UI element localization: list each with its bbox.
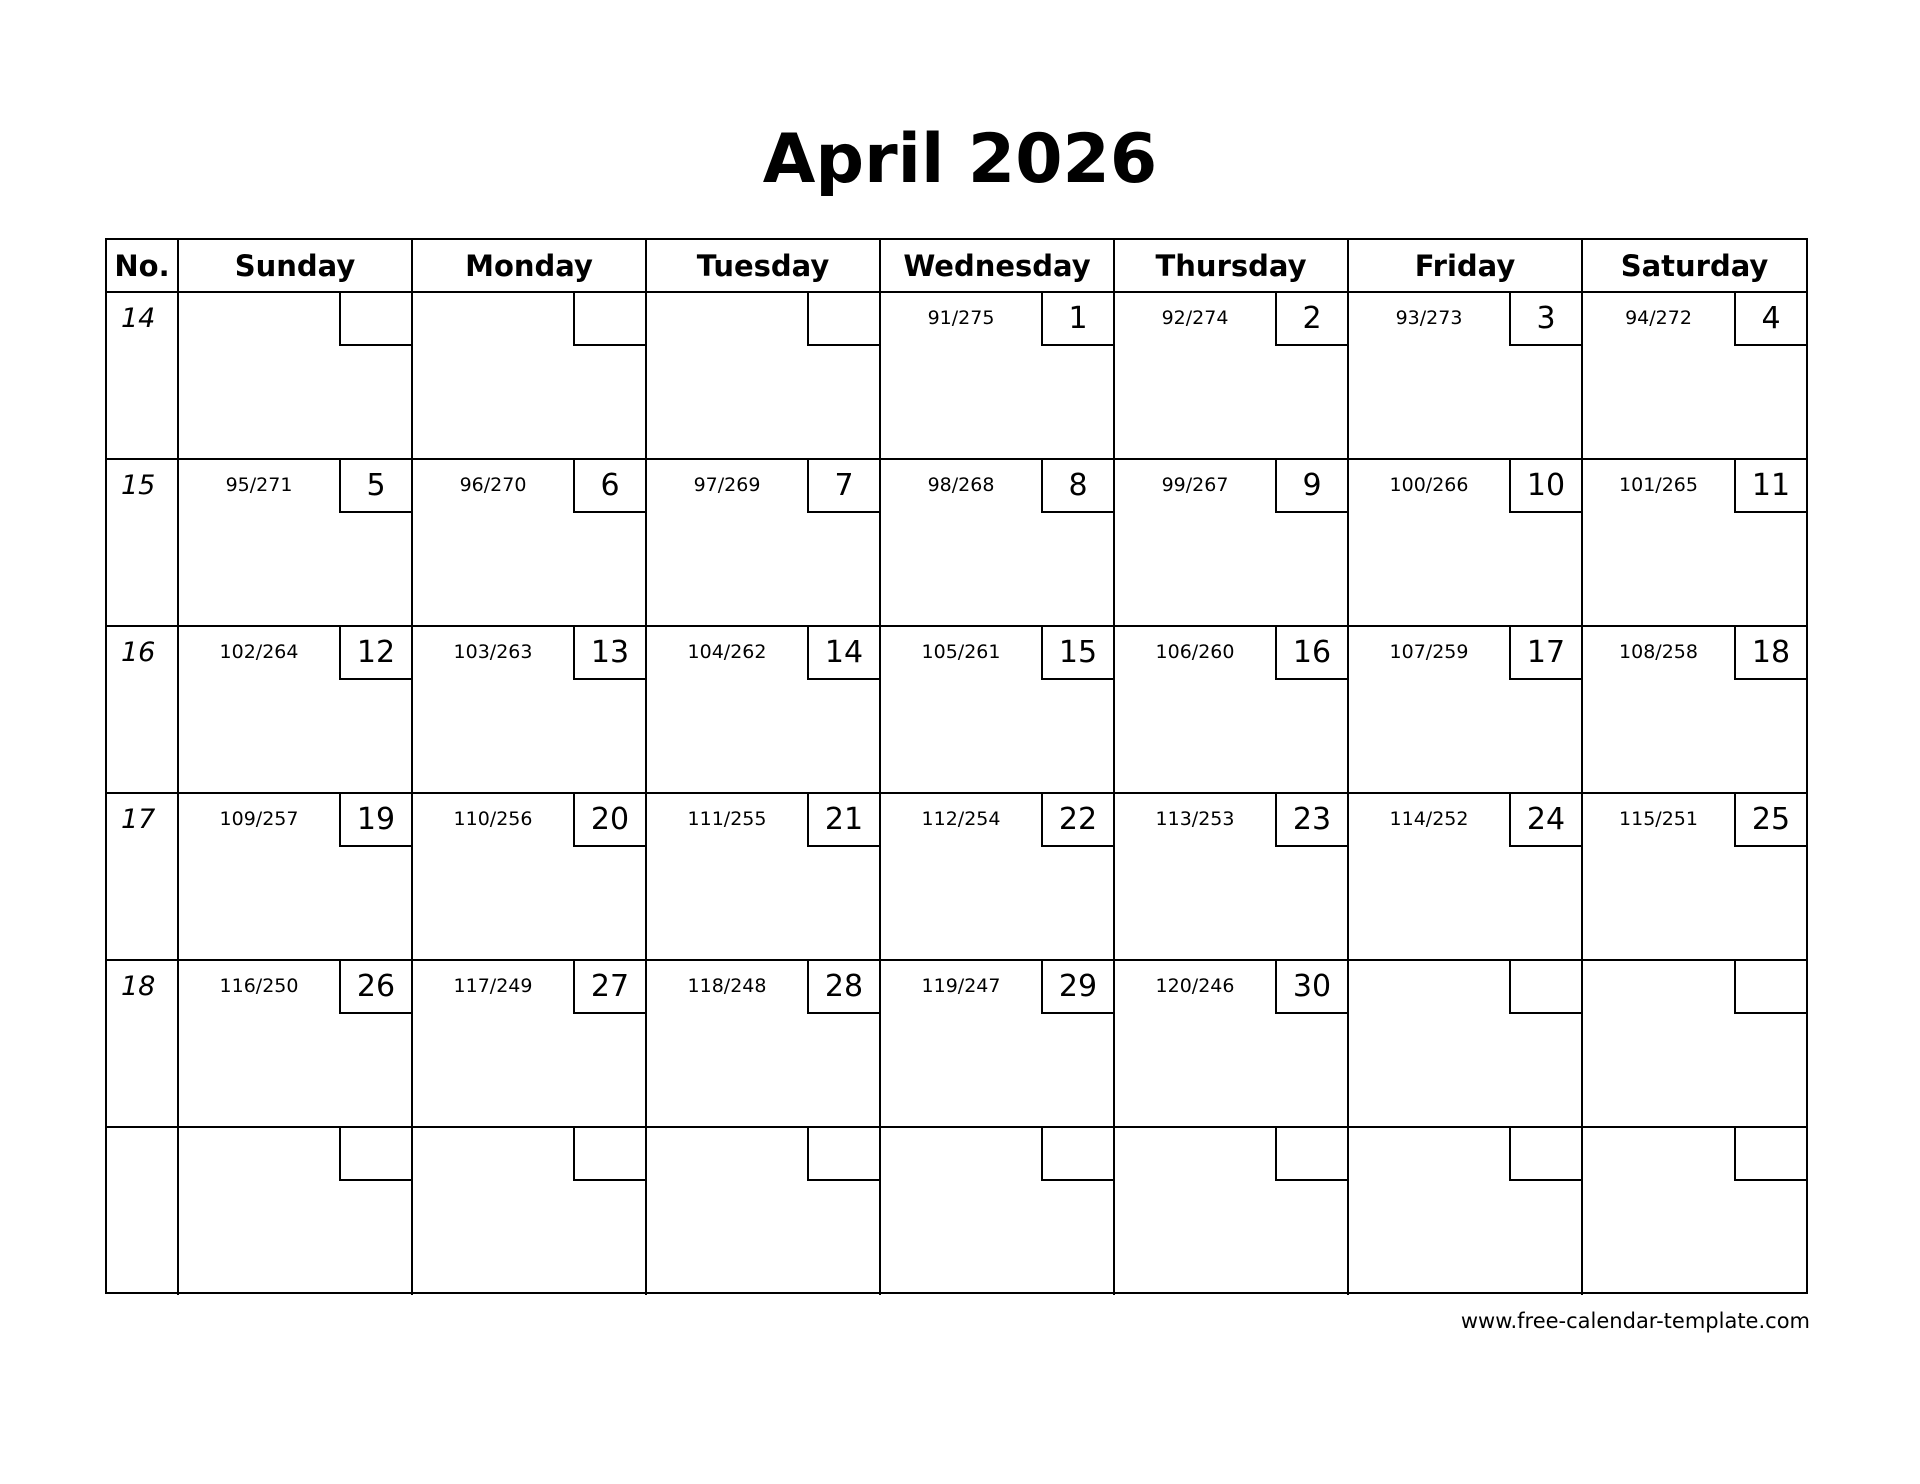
day-of-year-label: 116/250 [219,975,299,997]
date-number-box: 18 [1734,627,1806,680]
day-cell-monday [413,460,647,625]
week-number-cell [107,794,179,959]
day-of-year-label: 95/271 [225,474,293,496]
day-cell-monday [413,961,647,1126]
day-cell-friday [1349,1128,1583,1295]
day-cell-wednesday [881,794,1115,959]
day-of-year-label: 102/264 [219,641,299,663]
day-of-year-label: 118/248 [687,975,767,997]
day-cell-thursday [1115,460,1349,625]
day-cell-saturday [1583,1128,1806,1295]
date-number-box [1041,1128,1113,1181]
date-number-box: 17 [1509,627,1581,680]
header-saturday: Saturday [1620,249,1769,283]
header-thursday: Thursday [1115,240,1349,291]
date-number-box: 25 [1734,794,1806,847]
date-number-box: 24 [1509,794,1581,847]
day-cell-thursday [1115,293,1349,458]
day-cell-friday [1349,293,1583,458]
day-cell-tuesday [647,1128,881,1295]
date-number-box [339,293,411,346]
week-row [107,961,1806,1128]
day-cell-thursday [1115,794,1349,959]
calendar-grid [105,238,1808,1294]
week-row [107,460,1806,627]
day-of-year-label: 110/256 [453,808,533,830]
week-number-cell [107,293,179,458]
day-cell-sunday [179,627,413,792]
date-number-box: 20 [573,794,645,847]
day-cell-tuesday [647,961,881,1126]
day-of-year-label: 101/265 [1619,474,1698,496]
day-cell-saturday [1583,961,1806,1126]
date-number-box [573,293,645,346]
day-cell-sunday [179,961,413,1126]
day-cell-friday [1349,961,1583,1126]
day-cell-monday [413,627,647,792]
footer-url: www.free-calendar-template.com [1460,1309,1810,1333]
date-number-box: 29 [1041,961,1113,1014]
day-cell-saturday [1583,460,1806,625]
day-of-year-label: 96/270 [459,474,527,496]
day-cell-sunday [179,794,413,959]
day-cell-friday [1349,627,1583,792]
day-cell-wednesday [881,961,1115,1126]
day-cell-friday [1349,460,1583,625]
date-number-box: 4 [1734,293,1806,346]
date-number-box: 9 [1275,460,1347,513]
day-cell-wednesday [881,460,1115,625]
week-number: 18 [121,971,156,1002]
day-of-year-label: 93/273 [1395,307,1463,329]
date-number-box: 12 [339,627,411,680]
day-of-year-label: 105/261 [921,641,1001,663]
date-number-box [339,1128,411,1181]
date-number-box [573,1128,645,1181]
day-of-year-label: 117/249 [453,975,533,997]
day-of-year-label: 98/268 [927,474,995,496]
date-number-box: 2 [1275,293,1347,346]
week-row [107,1128,1806,1295]
day-of-year-label: 94/272 [1625,307,1692,329]
week-number-header: No. [107,240,179,291]
day-of-year-label: 107/259 [1389,641,1469,663]
date-number-box: 30 [1275,961,1347,1014]
day-of-year-label: 114/252 [1389,808,1469,830]
date-number-box: 7 [807,460,879,513]
day-cell-friday [1349,794,1583,959]
calendar-header-row [107,240,1806,293]
date-number-box: 19 [339,794,411,847]
date-number-box [807,1128,879,1181]
date-number-box: 3 [1509,293,1581,346]
day-cell-tuesday [647,460,881,625]
date-number-box: 16 [1275,627,1347,680]
date-number-box: 23 [1275,794,1347,847]
day-of-year-label: 103/263 [453,641,533,663]
day-cell-saturday [1583,794,1806,959]
date-number-box [1509,961,1581,1014]
date-number-box: 5 [339,460,411,513]
day-cell-sunday [179,1128,413,1295]
date-number-box: 6 [573,460,645,513]
day-cell-sunday [179,293,413,458]
day-of-year-label: 115/251 [1619,808,1698,830]
date-number-box: 22 [1041,794,1113,847]
day-of-year-label: 109/257 [219,808,299,830]
day-cell-thursday [1115,627,1349,792]
week-number-cell [107,1128,179,1295]
day-cell-wednesday [881,1128,1115,1295]
date-number-box: 14 [807,627,879,680]
day-cell-monday [413,293,647,458]
week-number-cell [107,961,179,1126]
date-number-box: 8 [1041,460,1113,513]
date-number-box [807,293,879,346]
day-of-year-label: 104/262 [687,641,767,663]
day-cell-sunday [179,460,413,625]
date-number-box: 10 [1509,460,1581,513]
day-cell-tuesday [647,794,881,959]
date-number-box [1734,961,1806,1014]
day-of-year-label: 92/274 [1161,307,1229,329]
date-number-box: 28 [807,961,879,1014]
day-of-year-label: 112/254 [921,808,1001,830]
header-sunday: Sunday [179,240,413,291]
day-of-year-label: 108/258 [1619,641,1698,663]
week-row [107,794,1806,961]
date-number-box: 1 [1041,293,1113,346]
day-of-year-label: 100/266 [1389,474,1469,496]
date-number-box: 26 [339,961,411,1014]
week-number: 16 [121,637,156,668]
day-cell-tuesday [647,627,881,792]
date-number-box: 21 [807,794,879,847]
date-number-box [1509,1128,1581,1181]
week-number: 15 [121,470,156,501]
date-number-box: 11 [1734,460,1806,513]
header-wednesday: Wednesday [881,240,1115,291]
date-number-box: 15 [1041,627,1113,680]
week-number-cell [107,627,179,792]
date-number-box [1275,1128,1347,1181]
day-cell-tuesday [647,293,881,458]
day-cell-monday [413,1128,647,1295]
week-row [107,293,1806,460]
day-cell-monday [413,794,647,959]
day-of-year-label: 91/275 [927,307,995,329]
header-friday: Friday [1349,240,1583,291]
date-number-box: 13 [573,627,645,680]
day-of-year-label: 97/269 [693,474,761,496]
day-cell-wednesday [881,293,1115,458]
header-tuesday: Tuesday [647,240,881,291]
day-cell-saturday [1583,293,1806,458]
week-row [107,627,1806,794]
day-of-year-label: 113/253 [1155,808,1235,830]
day-cell-thursday [1115,1128,1349,1295]
day-of-year-label: 111/255 [687,808,767,830]
header-monday: Monday [413,240,647,291]
date-number-box [1734,1128,1806,1181]
day-of-year-label: 106/260 [1155,641,1235,663]
week-number: 14 [121,303,156,334]
day-of-year-label: 119/247 [921,975,1001,997]
day-cell-wednesday [881,627,1115,792]
calendar-title: April 2026 [762,120,1158,199]
day-cell-thursday [1115,961,1349,1126]
date-number-box: 27 [573,961,645,1014]
day-of-year-label: 120/246 [1155,975,1235,997]
week-number: 17 [121,804,156,835]
week-number-cell [107,460,179,625]
day-of-year-label: 99/267 [1161,474,1229,496]
day-cell-saturday [1583,627,1806,792]
